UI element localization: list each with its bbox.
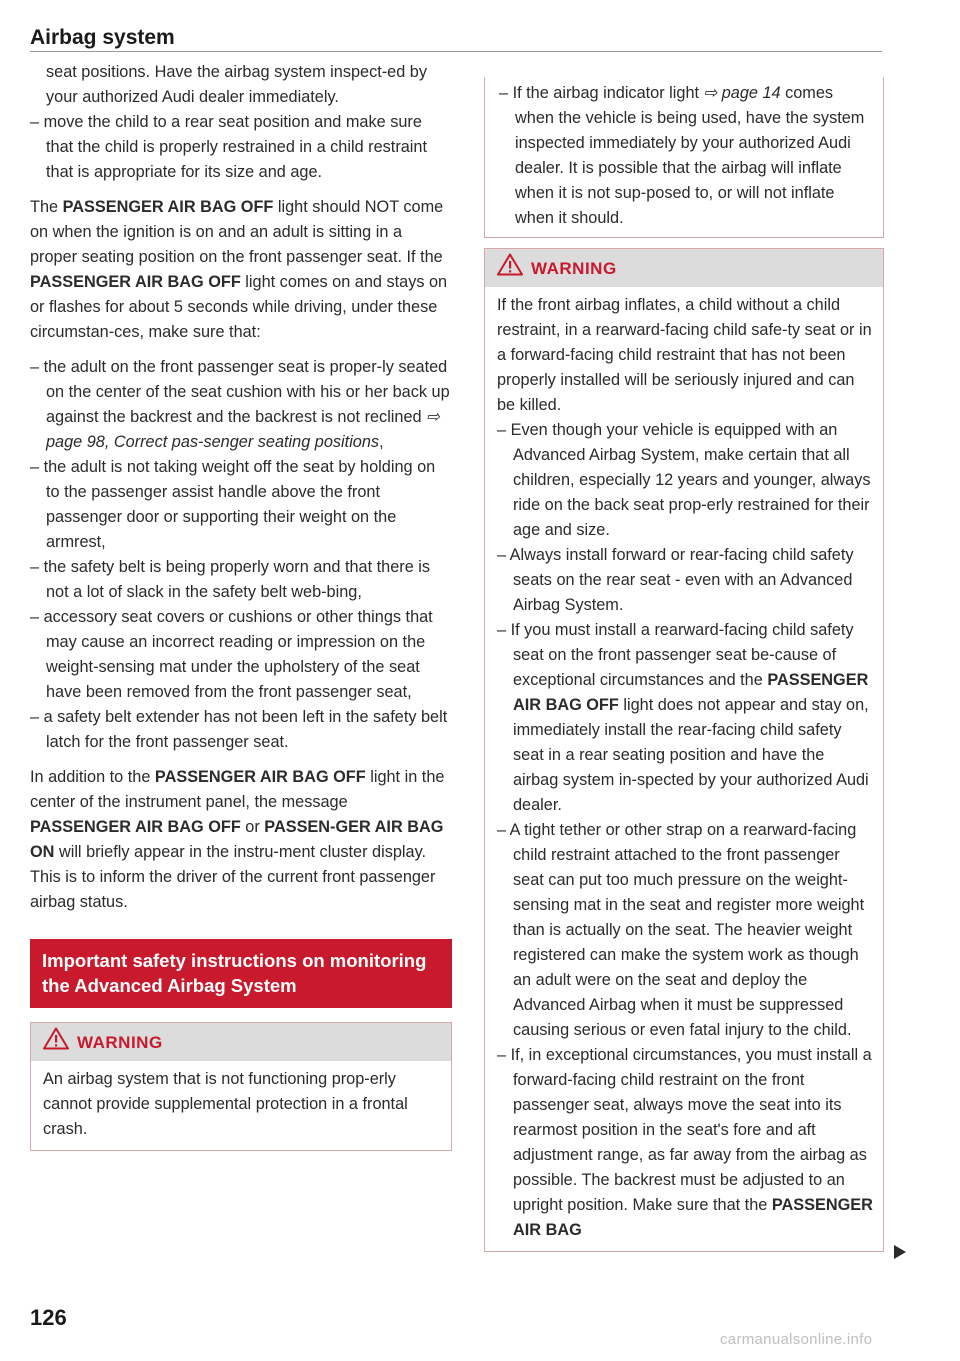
warning-header	[485, 249, 883, 287]
indicator-light-box	[484, 77, 884, 238]
warning-list-item: – Always install forward or rear-facing child safety seats on the rear seat - even with an Advanced Airbag System.	[497, 546, 854, 614]
warning-intro: If the front airbag inflates, a child without a child restraint, in a rearward-facing child safe-ty seat or in a forward-facing child restraint that has not been properly installed will be seriously injured and can be killed.	[497, 296, 872, 414]
page-header-title: Airbag system	[30, 26, 175, 49]
list-item-adult-seated: – the adult on the front passenger seat is proper-ly seated on the center of the seat cushion with his or her back up against the backrest and the backrest is not reclined ⇨ page 98, Correct pas-senger seating positions,	[30, 358, 450, 451]
warning-triangle-icon	[497, 253, 531, 283]
right-column	[484, 77, 884, 1252]
passenger-airbag-paragraph: The PASSENGER AIR BAG OFF light should NOT come on when the ignition is on and an adult is sitting in a proper seating position on the front passenger seat. If the PASSENGER AIR BAG OFF light comes on and stays on or flashes for about 5 seconds while driving, under these circumstan-ces, make sure that:	[30, 198, 448, 341]
warning-header	[31, 1023, 451, 1061]
warning-box	[30, 1022, 452, 1151]
warning-list-item: – If, in exceptional circumstances, you must install a forward-facing child restraint on the front passenger seat, always move the seat into its rearmost position in the seat's fore and aft adjustment range, as far away from the airbag as possible. The backrest must be adjusted to an upright position. Make sure that the PASSENGER AIR BAG	[497, 1046, 873, 1239]
header-divider	[30, 51, 882, 52]
list-item-move-child: – move the child to a rear seat position and make sure that the child is properly restrained in a child restraint that is appropriate for its size and age.	[30, 113, 427, 181]
list-item-belt-extender: – a safety belt extender has not been left in the safety belt latch for the front passenger seat.	[30, 708, 448, 751]
warning-triangle-icon	[43, 1027, 77, 1057]
page-number: 126	[30, 1305, 67, 1330]
section-heading: Important safety instructions on monitoring the Advanced Airbag System	[30, 939, 452, 1008]
warning-list-item: – Even though your vehicle is equipped with an Advanced Airbag System, make certain that all children, especially 12 years and younger, always ride on the back seat prop-erly restrained for their age and size.	[497, 421, 871, 539]
list-item-safety-belt-worn: – the safety belt is being properly worn and that there is not a lot of slack in the safety belt web-bing,	[30, 558, 431, 601]
warning-label: WARNING	[531, 258, 617, 278]
warning-box	[484, 248, 884, 1252]
passenger-airbag-off-label: PASSENGER AIR BAG OFF	[62, 198, 274, 216]
list-item-not-taking-weight: – the adult is not taking weight off the seat by holding on to the passenger assist handle above the front passenger door or supporting their weight on the armrest,	[30, 458, 436, 551]
list-item-accessory-covers: – accessory seat covers or cushions or other things that may cause an incorrect reading or impression on the weight-sensing mat under the upholstery of the seat have been removed from the front passenger seat,	[30, 608, 433, 701]
left-column	[30, 60, 452, 1151]
list-item-indicator-light: – If the airbag indicator light ⇨ page 14 comes when the vehicle is being used, have the system inspected immediately by your authorized Audi dealer. It is possible that the airbag will inflate when it is not sup-posed to, or will not inflate when it should.	[499, 84, 865, 227]
passenger-airbag-off-label: PASSENGER AIR BAG OFF	[30, 273, 241, 291]
page-reference-link[interactable]: ⇨ page 14	[703, 84, 781, 102]
warning-list-item: – A tight tether or other strap on a rearward-facing child restraint attached to the front passenger seat can put too much pressure on the weight-sensing mat in the seat and register more weight than is actually on the seat. The heavier weight registered can make the system work as though an adult were on the seat and deploy the Advanced Airbag when it must be suppressed causing serious or even fatal injury to the child.	[497, 821, 865, 1039]
warning-list-item: – If you must install a rearward-facing child safety seat on the front passenger seat be-cause of exceptional circumstances and the PASSENGER AIR BAG OFF light does not appear and stay on, immediately install the rear-facing child safety seat in a rear seating position and have the airbag system in-spected by your authorized Audi dealer.	[497, 621, 869, 814]
continue-arrow-icon	[893, 1244, 907, 1265]
intro-paragraph: seat positions. Have the airbag system inspect-ed by your authorized Audi dealer immediately.	[46, 63, 427, 106]
page-reference-link[interactable]: ⇨ page 98, Correct pas-senger seating positions	[46, 408, 440, 451]
warning-text: An airbag system that is not functioning prop-erly cannot provide supplemental protection in a frontal crash.	[43, 1070, 408, 1138]
watermark: carmanualsonline.info	[720, 1331, 873, 1348]
warning-label: WARNING	[77, 1032, 163, 1052]
instrument-panel-paragraph: In addition to the PASSENGER AIR BAG OFF light in the center of the instrument panel, the message PASSENGER AIR BAG OFF or PASSEN-GER AIR BAG ON will briefly appear in the instru-ment cluster display. This is to inform the driver of the current front passenger airbag status.	[30, 768, 445, 911]
warning-body	[485, 287, 883, 1251]
